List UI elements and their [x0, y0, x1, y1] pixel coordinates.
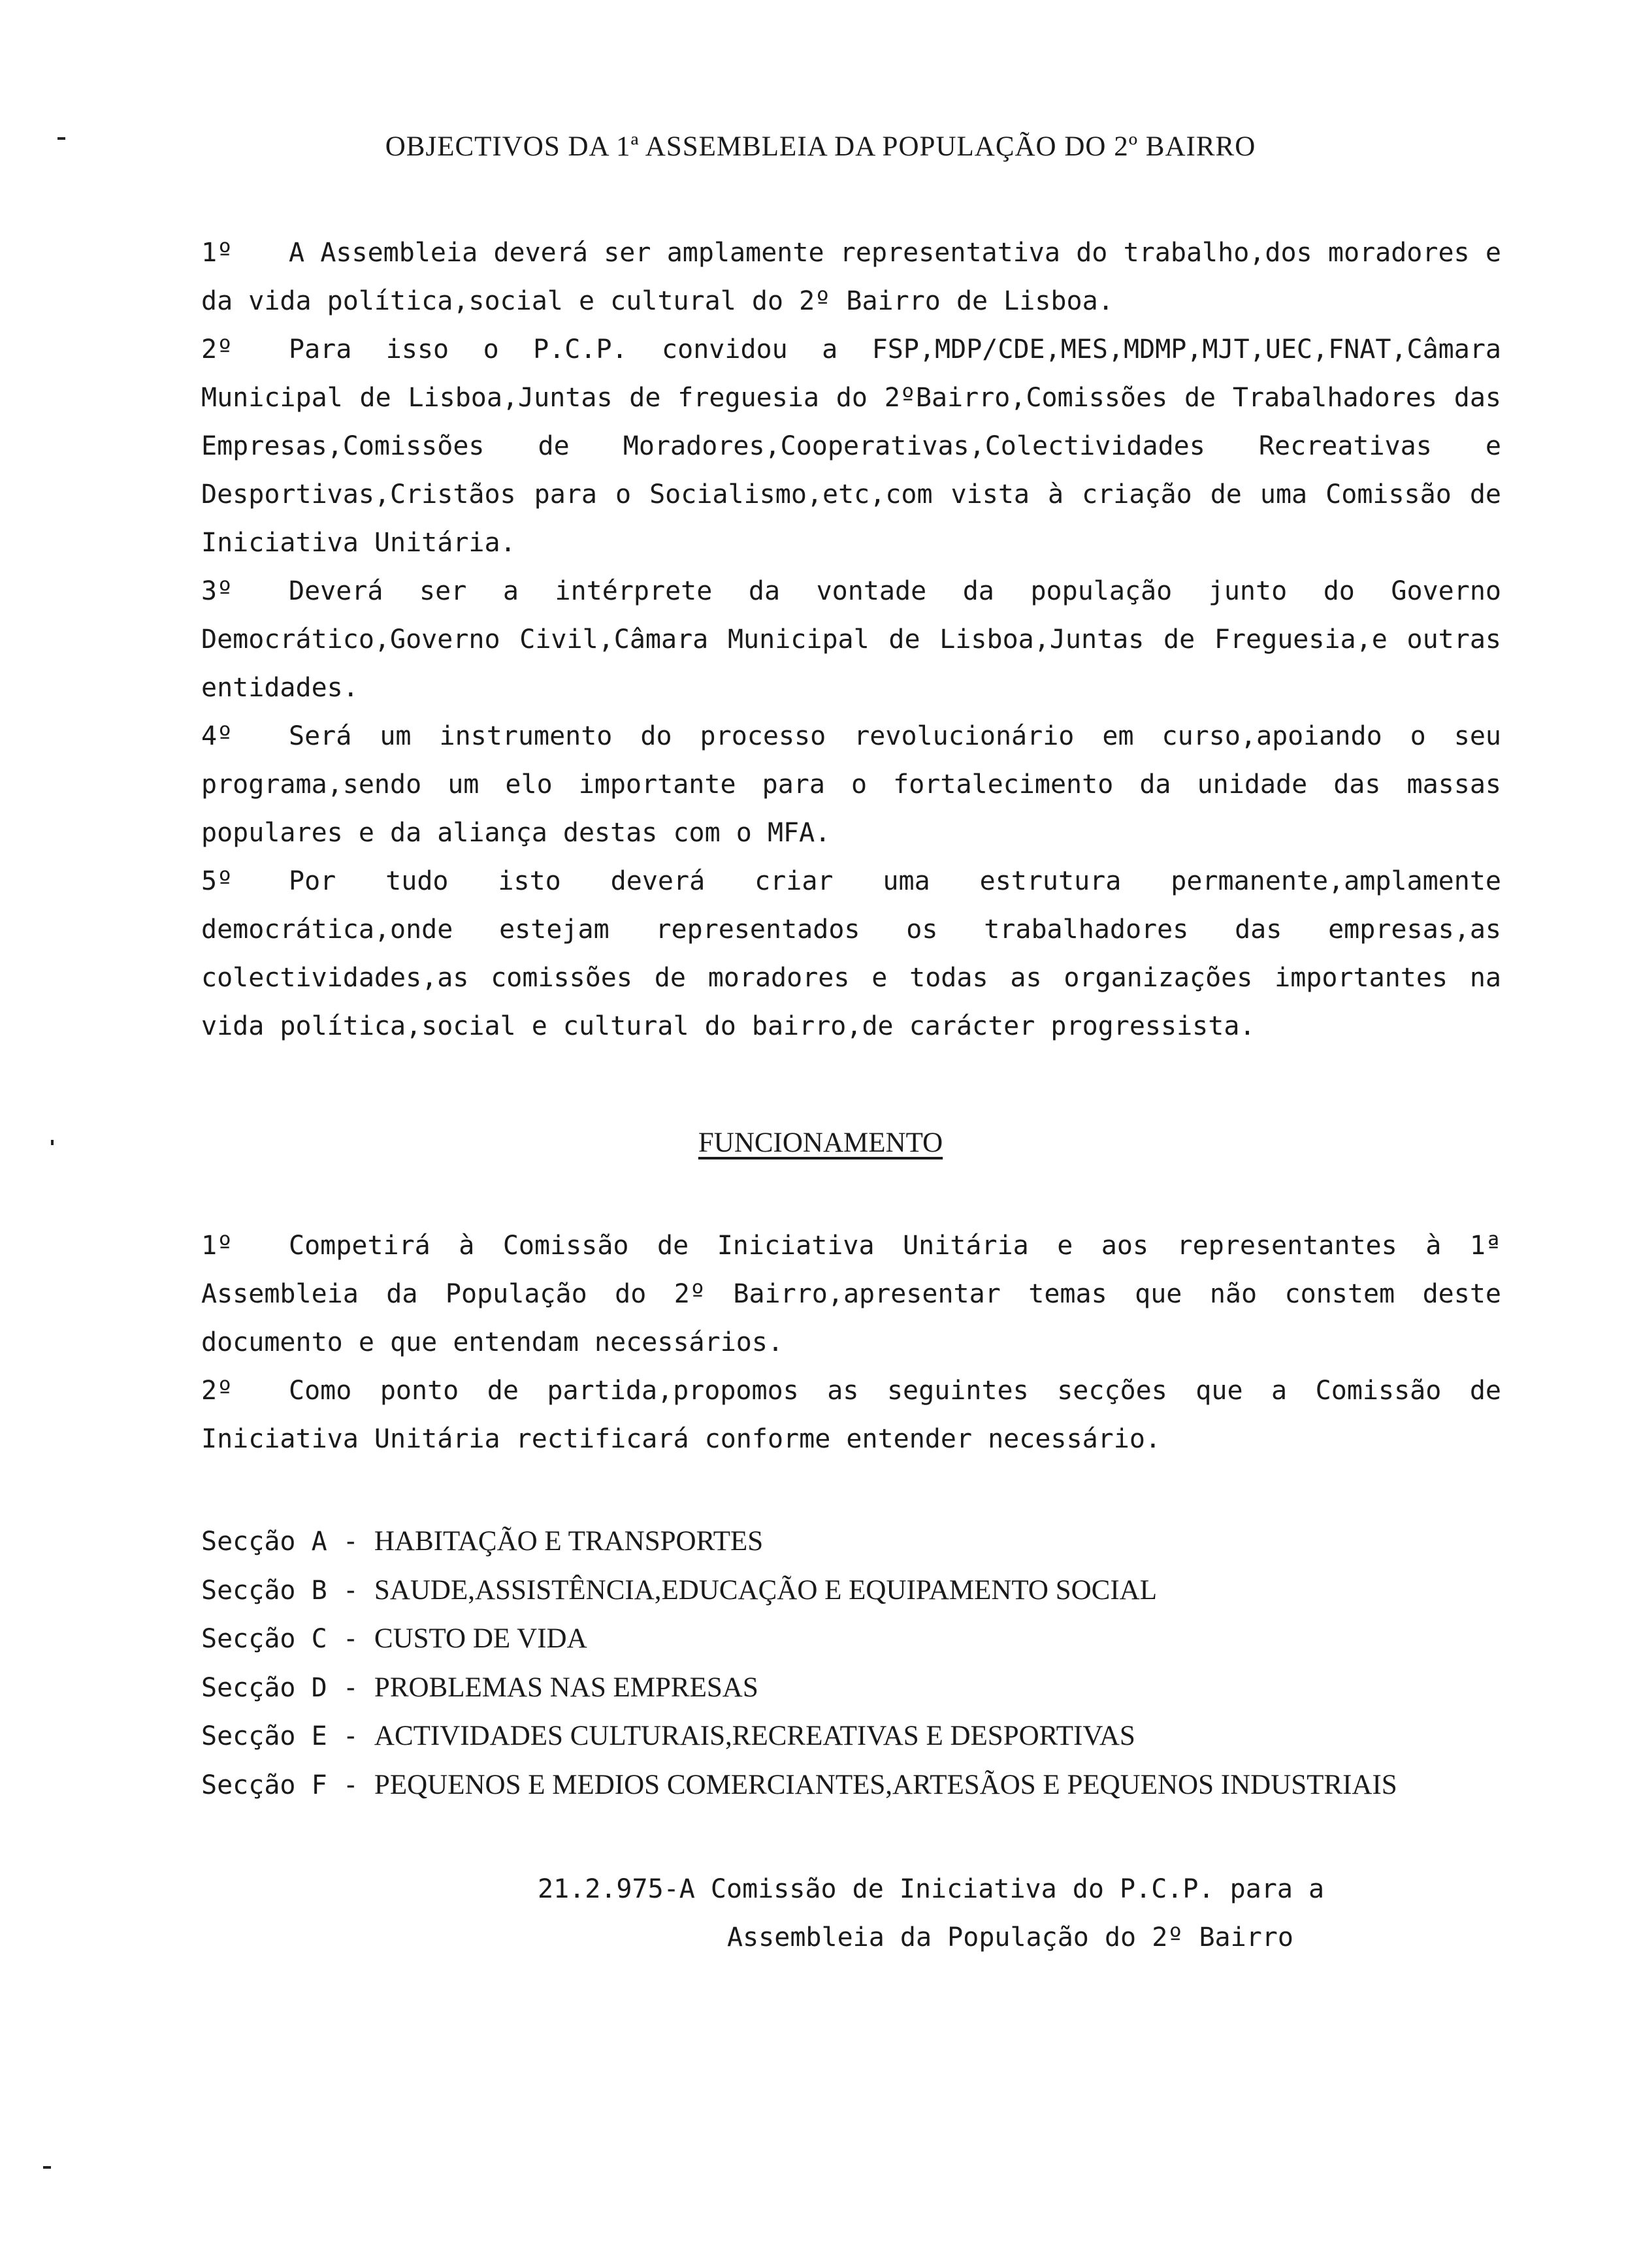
- objective-number: 4º: [201, 721, 233, 751]
- objective-text: Será um instrumento do processo revolucionário em curso,apoiando o seu programa,sendo um elo importante para o fortalecimento da unidade das massas populares e da aliança destas com o MFA.: [201, 721, 1501, 848]
- section-label: Secção F: [201, 1770, 327, 1800]
- signature-line-2: Assembleia da População do 2º Bairro: [727, 1922, 1293, 1952]
- objective-text: Deverá ser a intérprete da vontade da população junto do Governo Democrático,Governo Civil,Câmara Municipal de Lisboa,Juntas de Freguesia,e outras entidades.: [201, 576, 1501, 703]
- objective-item: [201, 567, 1501, 712]
- scan-mark: [43, 2166, 51, 2169]
- funcionamento-text: Como ponto de partida,propomos as seguintes secções que a Comissão de Iniciativa Unitária rectificará conforme entender necessário.: [201, 1376, 1501, 1454]
- signature-block: [538, 1865, 1518, 1962]
- section-label: Secção D: [201, 1672, 327, 1703]
- section-title: PEQUENOS E MEDIOS COMERCIANTES,ARTESÃOS E PEQUENOS INDUSTRIAIS: [374, 1769, 1397, 1800]
- section-label: Secção A: [201, 1527, 327, 1557]
- section-label: Secção E: [201, 1721, 327, 1751]
- section-title: CUSTO DE VIDA: [374, 1623, 587, 1654]
- funcionamento-item: [201, 1222, 1501, 1367]
- section-line: Secção E - ACTIVIDADES CULTURAIS,RECREATIVAS E DESPORTIVAS: [201, 1721, 1135, 1751]
- section-line: Secção B - SAUDE,ASSISTÊNCIA,EDUCAÇÃO E EQUIPAMENTO SOCIAL: [201, 1574, 1158, 1606]
- section-title: ACTIVIDADES CULTURAIS,RECREATIVAS E DESPORTIVAS: [374, 1721, 1135, 1751]
- funcionamento-list: [201, 1222, 1501, 1463]
- section-label: Secção B: [201, 1575, 327, 1606]
- funcionamento-number: 1º: [201, 1231, 233, 1261]
- funcionamento-heading-text: FUNCIONAMENTO: [698, 1127, 943, 1158]
- section-title: PROBLEMAS NAS EMPRESAS: [374, 1672, 758, 1703]
- funcionamento-heading: [0, 1127, 1641, 1159]
- section-line: Secção A - HABITAÇÃO E TRANSPORTES: [201, 1526, 764, 1557]
- section-line: Secção F - PEQUENOS E MEDIOS COMERCIANTES,ARTESÃOS E PEQUENOS INDUSTRIAIS: [201, 1769, 1397, 1800]
- section-title: SAUDE,ASSISTÊNCIA,EDUCAÇÃO E EQUIPAMENTO SOCIAL: [374, 1574, 1158, 1606]
- section-line: Secção C - CUSTO DE VIDA: [201, 1623, 587, 1654]
- section-title: HABITAÇÃO E TRANSPORTES: [374, 1526, 764, 1557]
- signature-line-1: 21.2.975-A Comissão de Iniciativa do P.C.P. para a: [538, 1874, 1325, 1904]
- objective-item: [201, 857, 1501, 1050]
- objective-text: Por tudo isto deverá criar uma estrutura permanente,amplamente democrática,onde estejam representados os trabalhadores das empresas,as colectividades,as comissões de moradores e todas as organizações importantes na vida política,social e cultural do bairro,de carácter progressista.: [201, 866, 1501, 1041]
- objective-number: 1º: [201, 238, 233, 268]
- objective-text: Para isso o P.C.P. convidou a FSP,MDP/CDE,MES,MDMP,MJT,UEC,FNAT,Câmara Municipal de Lisboa,Juntas de freguesia do 2ºBairro,Comissões de Trabalhadores das Empresas,Comissões de Moradores,Cooperativas,Colectividades Recreativas e Desportivas,Cristãos para o Socialismo,etc,com vista à criação de uma Comissão de Iniciativa Unitária.: [201, 334, 1501, 558]
- objective-item: [201, 229, 1501, 325]
- funcionamento-item: [201, 1367, 1501, 1463]
- objective-number: 3º: [201, 576, 233, 606]
- objective-item: [201, 325, 1501, 567]
- objective-item: [201, 712, 1501, 857]
- objective-text: A Assembleia deverá ser amplamente representativa do trabalho,dos moradores e da vida política,social e cultural do 2º Bairro de Lisboa.: [201, 238, 1501, 316]
- section-label: Secção C: [201, 1624, 327, 1654]
- objective-number: 2º: [201, 334, 233, 364]
- objectives-list: [201, 229, 1501, 1050]
- funcionamento-text: Competirá à Comissão de Iniciativa Unitária e aos representantes à 1ª Assembleia da População do 2º Bairro,apresentar temas que não constem deste documento e que entendam necessários.: [201, 1231, 1501, 1357]
- sections-list: [201, 1517, 1508, 1809]
- section-line: Secção D - PROBLEMAS NAS EMPRESAS: [201, 1672, 758, 1703]
- document-title: OBJECTIVOS DA 1ª ASSEMBLEIA DA POPULAÇÃO DO 2º BAIRRO: [385, 131, 1256, 162]
- funcionamento-number: 2º: [201, 1376, 233, 1406]
- objective-number: 5º: [201, 866, 233, 896]
